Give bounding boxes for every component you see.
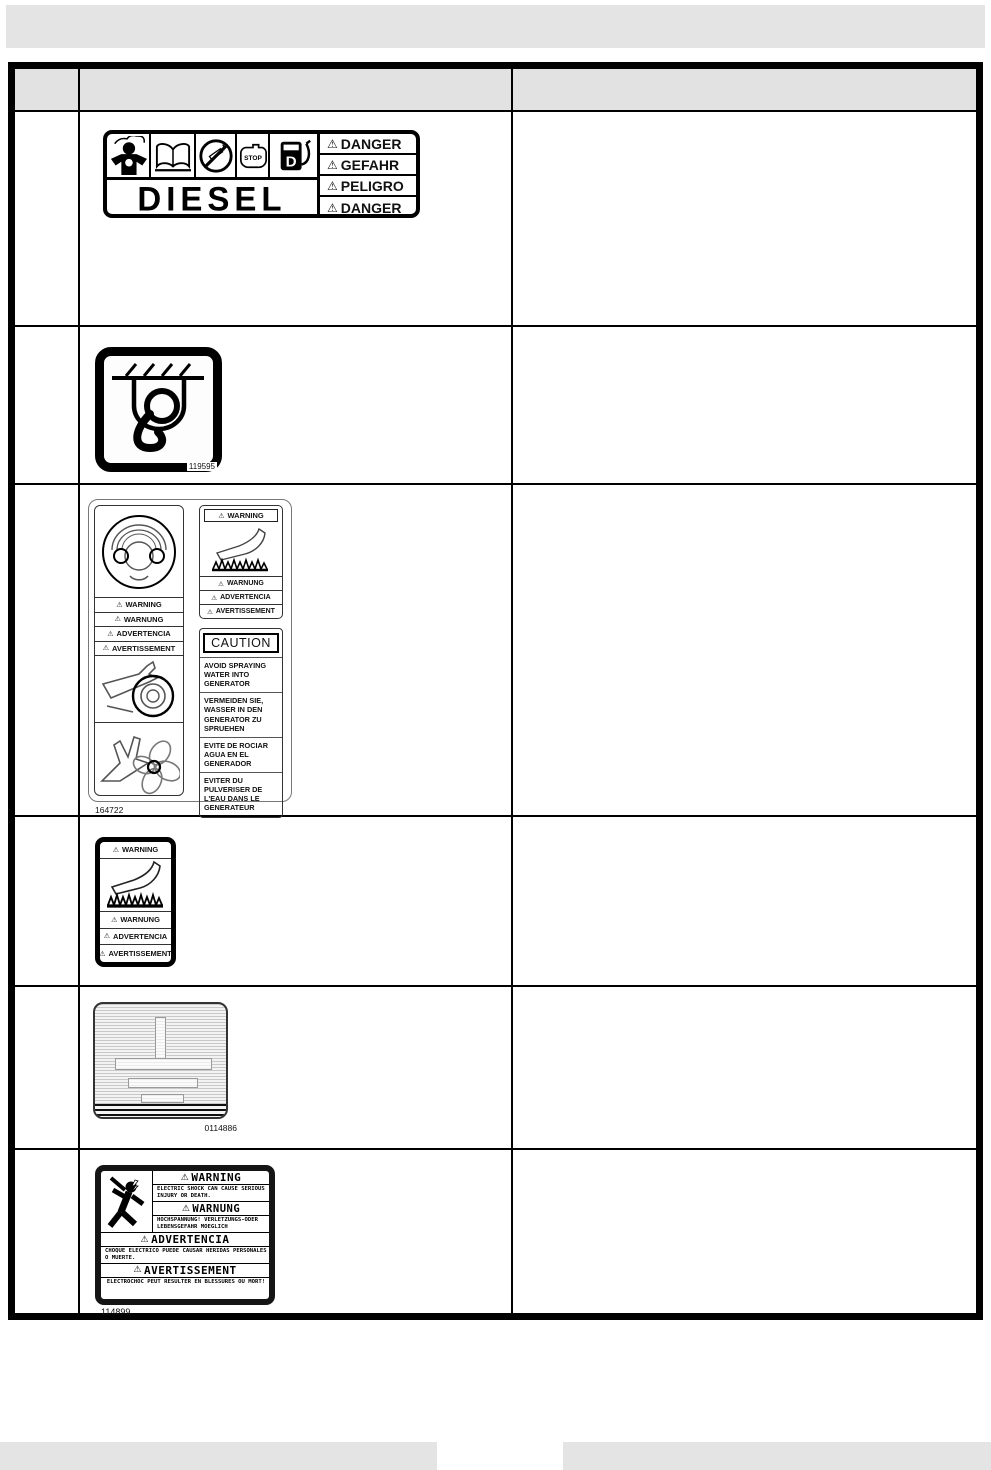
hot-surface-hand-icon [100, 859, 171, 912]
warning-triangle-icon: ⚠ [180, 1172, 190, 1183]
electric-shock-decal [95, 1165, 280, 1317]
danger-line-es: ⚠ PELIGRO [320, 176, 416, 197]
stop-text: STOP [243, 154, 262, 162]
warning-triangle-icon: ⚠ [218, 511, 225, 520]
side-warning-es: ⚠ ADVERTENCIA [95, 627, 183, 642]
diesel-fuel-pump-icon [270, 134, 317, 177]
danger-line-en: ⚠ DANGER [320, 134, 416, 155]
warning-triangle-icon: ⚠ [327, 136, 338, 151]
header-cell-decal [80, 69, 513, 112]
side-warning-en: ⚠ WARNING [95, 598, 183, 613]
mini-warning-fr: ⚠ AVERTISSEMENT [200, 604, 282, 618]
shock-title-en: ⚠ WARNING [153, 1171, 269, 1185]
side-warning-fr: ⚠ AVERTISSEMENT [95, 642, 183, 657]
no-smoking-icon [196, 134, 237, 177]
warning-triangle-icon: ⚠ [111, 915, 118, 924]
row4-description-cell [513, 817, 976, 987]
warning-triangle-icon: ⚠ [114, 615, 121, 624]
header-cell-item [15, 69, 80, 112]
side-warning-de: ⚠ WARNUNG [95, 613, 183, 628]
warning-triangle-icon: ⚠ [112, 845, 120, 854]
row4-item-cell [15, 817, 80, 987]
row5-item-cell [15, 987, 80, 1150]
row6-decal-cell [80, 1150, 513, 1317]
row2-item-cell [15, 327, 80, 485]
warning-triangle-icon: ⚠ [103, 932, 111, 941]
warning-triangle-icon: ⚠ [99, 949, 106, 958]
row3-decal-cell [80, 485, 513, 817]
shock-title-de: ⚠ WARNUNG [153, 1202, 269, 1216]
shock-text-de: HOCHSPANNUNG! VERLETZUNGS-ODER LEBENSGEFAHR MOEGLICH [157, 1217, 259, 1230]
caution-text-es: EVITE DE ROCIAR AGUA EN EL GENERADOR [200, 737, 282, 772]
caution-text-de: VERMEIDEN SIE, WASSER IN DEN GENERATOR ZU SPRUEHEN [200, 692, 282, 736]
alert-person-icon [107, 134, 151, 177]
row5-decal-cell [80, 987, 513, 1150]
hot-surface-mini-decal [199, 505, 283, 619]
warning-triangle-icon: ⚠ [327, 157, 338, 172]
row1-decal-cell [80, 112, 513, 327]
row2-description-cell [513, 327, 976, 485]
shock-title-es: ⚠ ADVERTENCIA [101, 1233, 269, 1247]
ear-protection-icon [95, 506, 183, 598]
shock-text-fr: ELECTROCHOC PEUT RESULTER EN BLESSURES OU MORT! [106, 1278, 266, 1285]
diesel-danger-decal [103, 130, 420, 218]
part-number: 114899 [101, 1307, 131, 1317]
part-number: 164722 [95, 805, 124, 815]
part-number: 119595 [188, 462, 215, 471]
hot-warning-fr: ⚠ AVERTISSEMENT [99, 949, 172, 959]
hot-warning-de: ⚠ WARNUNG [100, 912, 171, 929]
lifting-hook-icon [104, 356, 212, 462]
shock-text-es: CHOQUE ELECTRICO PUEDE CAUSAR HERIDAS PERSONALES O MUERTE. [101, 1247, 269, 1264]
hot-warning-es: ⚠ ADVERTENCIA [100, 929, 171, 946]
read-manual-icon [151, 134, 196, 177]
row5-description-cell [513, 987, 976, 1150]
electrocution-person-icon [101, 1171, 153, 1232]
row2-decal-cell [80, 327, 513, 485]
hot-surface-decal [95, 837, 176, 967]
hot-warning-en: ⚠ WARNING [100, 842, 171, 859]
caution-title: CAUTION [203, 633, 279, 653]
warning-triangle-icon: ⚠ [140, 1234, 150, 1245]
warning-triangle-icon: ⚠ [327, 200, 338, 215]
mini-warning-en: ⚠ WARNING [204, 509, 278, 522]
row6-item-cell [15, 1150, 80, 1313]
row1-description-cell [513, 112, 976, 327]
diesel-word: DIESEL [137, 179, 287, 218]
caution-text-fr: EVITER DU PULVERISER DE L'EAU DANS LE GENERATEUR [200, 772, 282, 816]
bottom-banner-left [0, 1442, 437, 1470]
lifting-sling-decal [95, 347, 222, 472]
warning-triangle-icon: ⚠ [218, 579, 224, 588]
warning-triangle-icon: ⚠ [116, 600, 123, 609]
svg-text:D: D [285, 152, 297, 170]
header-cell-description [513, 69, 976, 112]
warning-triangle-icon: ⚠ [211, 593, 218, 602]
ground-symbol-icon [93, 1002, 228, 1119]
warning-triangle-icon: ⚠ [181, 1203, 191, 1214]
warning-triangle-icon: ⚠ [207, 607, 213, 616]
stop-engine-icon [237, 134, 270, 177]
row3-description-cell [513, 485, 976, 817]
shock-title-fr: ⚠ AVERTISSEMENT [101, 1264, 269, 1278]
row3-item-cell [15, 485, 80, 817]
mini-warning-es: ⚠ ADVERTENCIA [200, 590, 282, 604]
warning-triangle-icon: ⚠ [102, 644, 110, 653]
mini-warning-de: ⚠ WARNUNG [200, 576, 282, 590]
row1-item-cell [15, 112, 80, 327]
ground-decal [93, 1002, 237, 1133]
caution-decal [199, 628, 283, 818]
belt-pinch-icon [95, 656, 183, 723]
caution-text-en: AVOID SPRAYING WATER INTO GENERATOR [200, 657, 282, 692]
bottom-banner-right [563, 1442, 991, 1470]
decal-table [8, 62, 983, 1320]
row4-decal-cell [80, 817, 513, 987]
warning-triangle-icon: ⚠ [107, 629, 114, 638]
row6-description-cell [513, 1150, 976, 1313]
danger-line-fr: ⚠ DANGER [327, 199, 402, 216]
part-number: 0114886 [204, 1123, 237, 1133]
warning-triangle-icon: ⚠ [327, 178, 338, 193]
shock-text-en: ELECTRIC SHOCK CAN CAUSE SERIOUS INJURY OR DEATH. [153, 1185, 269, 1202]
svg-text:STOP [244, 154, 262, 161]
hot-surface-hand-icon [200, 525, 282, 576]
danger-line-de: ⚠ GEFAHR [320, 155, 416, 176]
warning-triangle-icon: ⚠ [133, 1265, 142, 1276]
fan-blade-icon [95, 723, 183, 795]
generator-warning-decal [88, 499, 292, 815]
top-banner [6, 5, 985, 48]
